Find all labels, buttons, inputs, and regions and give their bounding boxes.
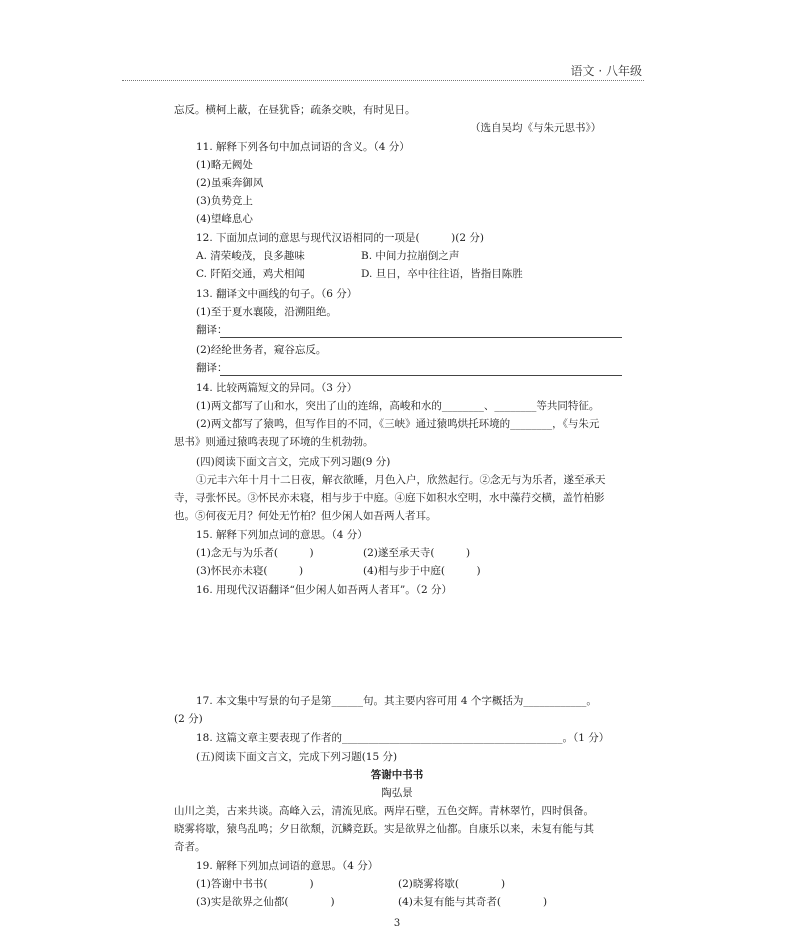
passage-5-line-1: 山川之美，古来共谈。高峰入云，清流见底。两岸石壁，五色交辉。青林翠竹，四时俱备。 [174,805,594,817]
question-12-option-b: B. 中间力拉崩倒之声 [361,250,460,262]
question-17-score: (2 分) [174,713,203,725]
question-15-item-3: (3)怀民亦未寝( ) [196,565,304,577]
question-19-item-3: (3)实是欲界之仙都( ) [196,896,335,908]
question-13-item-1: (1)至于夏水襄陵，沿溯阻绝。 [196,306,337,318]
passage-5-title: 答谢中书书 [370,769,424,781]
question-18: 18. 这篇文章主要表现了作者的__________________________________________。（1 分） [196,732,610,744]
question-11-item-1: (1)略无阙处 [196,159,253,171]
passage-4-line-3: 也。⑤何夜无月？何处无竹柏？但少闲人如吾两人者耳。 [174,510,437,522]
header-title: 语文 · 八年级 [570,64,642,78]
page-number: 3 [393,918,401,929]
question-15-item-4: (4)相与步于中庭( ) [363,565,481,577]
translation-label-1: 翻译： [196,324,228,336]
question-12: 12. 下面加点词的意思与现代汉语相同的一项是( )(2 分) [196,232,484,244]
question-19-item-4: (4)未复有能与其奇者( ) [398,896,548,908]
question-19: 19. 解释下列加点词语的意思。（4 分） [196,860,379,872]
passage-5-author: 陶弘景 [381,787,413,799]
answer-line-2 [220,375,622,376]
page-header [0,0,794,90]
passage-5-line-2: 晓雾将歇，猿鸟乱鸣；夕日欲颓，沉鳞竞跃。实是欲界之仙都。自康乐以来，未复有能与其 [174,823,594,835]
question-12-option-c: C. 阡陌交通，鸡犬相闻 [196,268,305,280]
question-14: 14. 比较两篇短文的异同。（3 分） [196,382,358,394]
question-12-option-a: A. 清荣峻茂，良多趣味 [196,250,305,262]
question-15-item-2: (2)遂至承天寺( ) [363,547,471,559]
passage-5-line-3: 奇者。 [174,841,206,853]
answer-line-1 [220,337,622,338]
passage-4-line-1: ①元丰六年十月十二日夜，解衣欲睡，月色入户，欣然起行。②念无与为乐者，遂至承天 [196,474,606,486]
question-12-option-d: D. 旦日，卒中往往语，皆指目陈胜 [361,268,523,280]
translation-label-2: 翻译： [196,362,228,374]
question-11-item-4: (4)望峰息心 [196,213,253,225]
source-citation: （选自吴均《与朱元思书》） [470,122,602,134]
question-11: 11. 解释下列各句中加点词语的含义。（4 分） [196,141,410,153]
question-11-item-2: (2)虽乘奔御风 [196,177,264,189]
question-14-item-2: (2)两文都写了猿鸣，但写作目的不同，《三峡》通过猿鸣烘托环境的________，《与朱元 [196,418,600,430]
question-13-item-2: (2)经纶世务者，窥谷忘反。 [196,344,327,356]
question-19-item-2: (2)晓雾将歇( ) [398,878,506,890]
question-19-item-1: (1)答谢中书书( ) [196,878,314,890]
question-17: 17. 本文集中写景的句子是第______句。其主要内容可用 4 个字概括为____________。 [196,695,597,707]
header-divider [122,80,644,81]
section-5-heading: (五)阅读下面文言文，完成下列习题(15 分) [196,751,398,763]
question-15-item-1: (1)念无与为乐者( ) [196,547,314,559]
question-16: 16. 用现代汉语翻译“但少闲人如吾两人者耳”。（2 分） [196,584,453,596]
question-14-item-2-cont: 思书》则通过猿鸣表现了环境的生机勃勃。 [174,436,374,448]
section-4-heading: (四)阅读下面文言文，完成下列习题(9 分) [196,456,391,468]
question-15: 15. 解释下列加点词的意思。（4 分） [196,529,368,541]
passage-tail: 忘反。横柯上蔽，在昼犹昏；疏条交映，有时见日。 [174,104,416,116]
question-14-item-1: (1)两文都写了山和水，突出了山的连绵，高峻和水的________、________等共同特征。 [196,400,600,412]
question-11-item-3: (3)负势竞上 [196,195,253,207]
passage-4-line-2: 寺，寻张怀民。③怀民亦未寝，相与步于中庭。④庭下如积水空明，水中藻荇交横，盖竹柏影 [174,492,605,504]
question-13: 13. 翻译文中画线的句子。（6 分） [196,288,358,300]
